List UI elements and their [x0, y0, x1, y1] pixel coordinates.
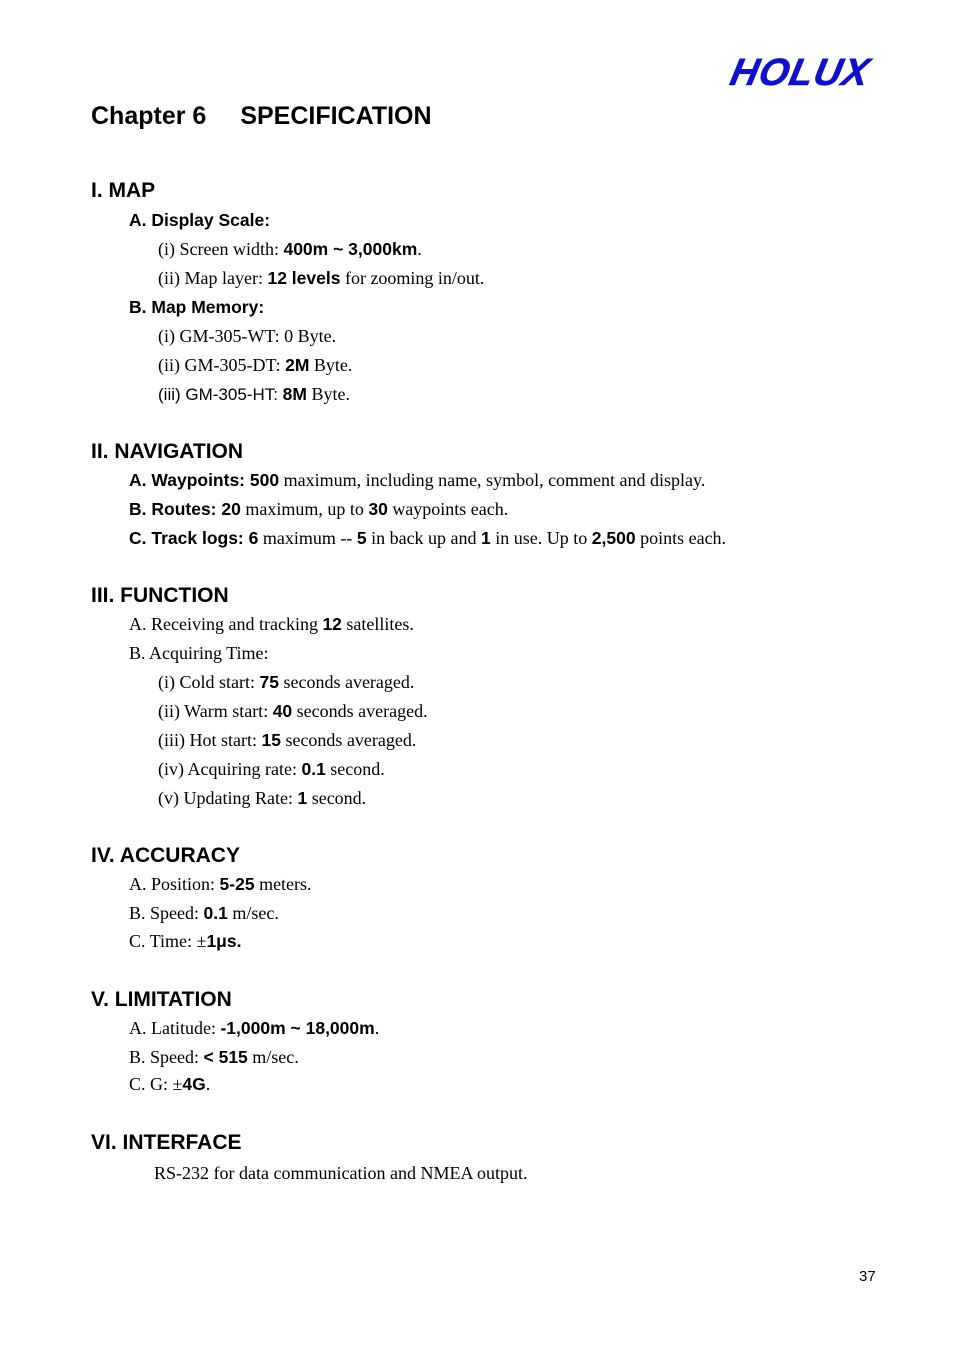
chapter-heading [91, 102, 432, 131]
section-navigation-heading: II. NAVIGATION [91, 440, 244, 463]
section-accuracy-heading: IV. ACCURACY [91, 844, 240, 867]
section-interface-heading: VI. INTERFACE [91, 1131, 242, 1154]
section-function-heading: III. FUNCTION [91, 584, 229, 607]
memory-ht-line: (iii) GM-305-HT: 8M Byte. [158, 384, 350, 404]
map-memory-label: B. Map Memory: [129, 297, 265, 317]
accuracy-speed-line: B. Speed: 0.1 m/sec. [129, 903, 279, 923]
interface-text: RS-232 for data communication and NMEA output. [154, 1163, 528, 1183]
cold-start-line: (i) Cold start: 75 seconds averaged. [158, 672, 415, 692]
section-limitation-heading: V. LIMITATION [91, 988, 232, 1011]
memory-wt-line: (i) GM-305-WT: 0 Byte. [158, 326, 337, 346]
acquiring-rate-line: (iv) Acquiring rate: 0.1 second. [158, 759, 385, 779]
display-scale-label: A. Display Scale: [129, 210, 271, 230]
g-force-line: C. G: ±4G. [129, 1074, 211, 1094]
acquiring-time-label: B. Acquiring Time: [129, 643, 269, 663]
chapter-number: Chapter 6 [91, 102, 207, 130]
updating-rate-line: (v) Updating Rate: 1 second. [158, 788, 367, 808]
limitation-speed-line: B. Speed: < 515 m/sec. [129, 1047, 299, 1067]
warm-start-line: (ii) Warm start: 40 seconds averaged. [158, 701, 428, 721]
section-map-heading: I. MAP [91, 179, 156, 202]
page-number: 37 [859, 1268, 876, 1285]
waypoints-line: A. Waypoints: 500 maximum, including name, symbol, comment and display. [129, 470, 706, 490]
track-logs-line: C. Track logs: 6 maximum -- 5 in back up and 1 in use. Up to 2,500 points each. [129, 528, 727, 548]
chapter-title: SPECIFICATION [240, 102, 432, 130]
map-layer-line: (ii) Map layer: 12 levels for zooming in/out. [158, 268, 485, 288]
hot-start-line: (iii) Hot start: 15 seconds averaged. [158, 730, 417, 750]
position-line: A. Position: 5-25 meters. [129, 874, 312, 894]
latitude-line: A. Latitude: -1,000m ~ 18,000m. [129, 1018, 380, 1038]
routes-line: B. Routes: 20 maximum, up to 30 waypoints each. [129, 499, 509, 519]
time-line: C. Time: ±1μs. [129, 931, 242, 951]
receiving-line: A. Receiving and tracking 12 satellites. [129, 614, 414, 634]
holux-logo: HOLUX [726, 52, 874, 94]
screen-width-line: (i) Screen width: 400m ~ 3,000km. [158, 239, 422, 259]
memory-dt-line: (ii) GM-305-DT: 2M Byte. [158, 355, 353, 375]
